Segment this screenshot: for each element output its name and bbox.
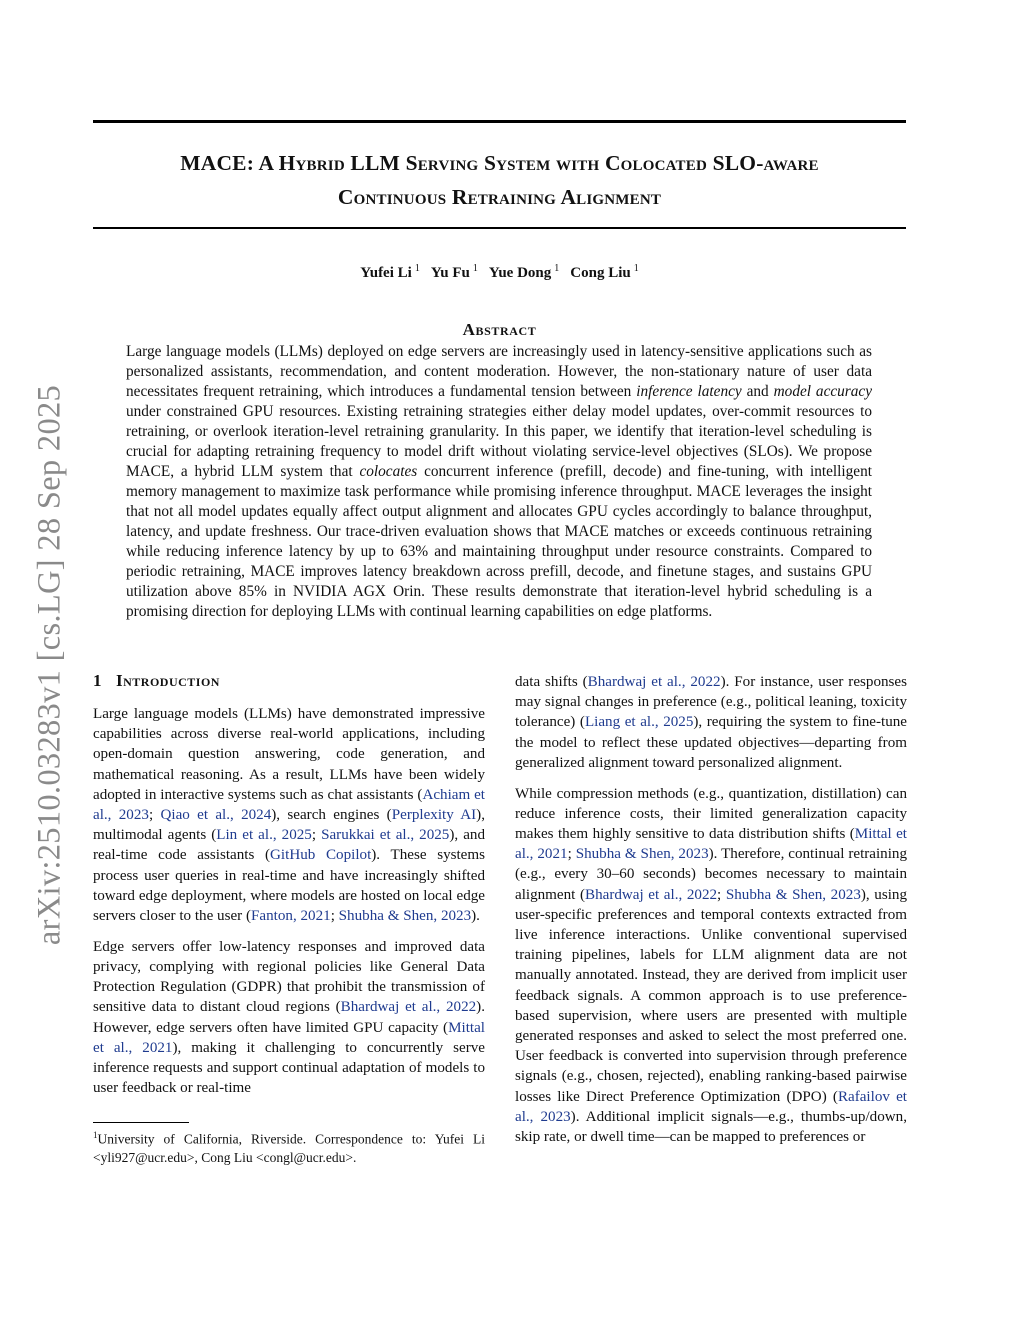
footnote-rule (93, 1122, 189, 1123)
citation-link[interactable]: Bhardwaj et al., 2022 (587, 674, 721, 690)
author-affiliation: 1 (472, 263, 478, 274)
body-text: ), multimodal agents ( (93, 807, 485, 844)
body-text: ). Additional implicit signals—e.g., thumbs-up/down, skip rate, or dwell time—can be mapped to preferences or (515, 1108, 907, 1145)
abstract-text: and (741, 383, 774, 400)
paragraph (515, 672, 907, 773)
body-text: ; (567, 846, 576, 863)
author (570, 263, 638, 282)
body-text: ), and real-time code assistants ( (93, 827, 485, 864)
abstract-heading: Abstract (462, 320, 537, 339)
paragraph (93, 937, 485, 1099)
author (489, 263, 559, 282)
abstract-emphasis: inference latency (636, 383, 742, 400)
abstract-text: under constrained GPU resources. Existing retraining strategies either delay model updates, over-commit resources to retraining, or overlook iteration-level retraining granularity. In this paper, we identify that iteration-level scheduling is crucial for adapting retraining frequency to model drift without violating service-level objectives (SLOs). We propose MACE, a hybrid LLM system that (126, 403, 872, 480)
abstract-emphasis: model accuracy (773, 383, 872, 400)
abstract-body (126, 342, 872, 622)
body-text: ; (148, 807, 161, 824)
body-text: ), using user-specific preferences and temporal contexts extracted from live inference interactions. Unlike conventional supervised training pipelines, labels for LLM alignment data are not manually annotated. Instead, they are derived from implicit user feedback signals. A common approach is to use preference-based supervision, where users are presented with multiple generated responses and asked to select the most preferred one. User feedback is converted into supervision through preference signals (e.g., chosen, rejected), enabling ranking-based pairwise losses like Direct Preference Optimization (DPO) ( (515, 886, 907, 1105)
footnote-mark: 1 (93, 1130, 98, 1140)
paper-title-line-1: MACE: A Hybrid LLM Serving System with Colocated SLO-aware (180, 151, 819, 175)
footnote-text: University of California, Riverside. Correspondence to: Yufei Li <yli927@ucr.edu>, Cong Liu <congl@ucr.edu>. (93, 1131, 485, 1165)
body-text: ; (717, 886, 726, 903)
citation-link[interactable]: Qiao et al., 2024 (160, 807, 272, 824)
author-name: Yue Dong (488, 265, 552, 281)
affiliation-footnote (93, 1126, 485, 1167)
paragraph (93, 704, 485, 926)
section-number: 1 (93, 671, 102, 690)
citation-link[interactable]: Shubha & Shen, 2023 (575, 846, 709, 863)
paper-title (93, 146, 906, 214)
citation-link[interactable]: GitHub Copilot (270, 847, 372, 864)
body-text: ), requiring the system to fine-tune the model to reflect these updated objectives—departing from generalized alignment toward personalized alignment. (515, 714, 907, 771)
author-name: Yu Fu (430, 265, 470, 281)
left-column (93, 704, 485, 1109)
body-text: ). (471, 908, 480, 925)
body-text: ). For instance, user responses may signal changes in preference (e.g., political leaning, toxicity tolerance) ( (515, 674, 907, 731)
citation-link[interactable]: Bhardwaj et al., 2022 (340, 999, 477, 1016)
body-text: Edge servers offer low-latency responses and improved data privacy, complying with regional policies like General Data Protection Regulation (GDPR) that prohibit the transmission of sensitive data to distant cloud regions ( (93, 938, 485, 1016)
arxiv-identifier: arXiv:2510.03283v1 [cs.LG] 28 Sep 2025 (31, 384, 68, 946)
citation-link[interactable]: Perplexity AI (391, 807, 477, 824)
section-heading-introduction (93, 671, 220, 691)
body-text: ). Therefore, continual retraining (e.g., every 30–60 seconds) becomes necessary to maintain alignment ( (515, 846, 908, 903)
paragraph (515, 784, 907, 1148)
author (431, 263, 478, 282)
paper-title-line-2: Continuous Retraining Alignment (337, 185, 662, 209)
body-text: ; (330, 908, 339, 925)
body-text: ). However, edge servers often have limited GPU capacity ( (93, 999, 485, 1036)
citation-link[interactable]: Rafailov et al., 2023 (515, 1088, 907, 1125)
author-affiliation: 1 (554, 263, 560, 274)
citation-link[interactable]: Achiam et al., 2023 (93, 786, 485, 824)
author-affiliation: 1 (414, 263, 420, 274)
abstract-emphasis: colocates (359, 463, 418, 480)
body-text: ; (311, 827, 322, 844)
citation-link[interactable]: Mittal et al., 2021 (515, 825, 907, 863)
abstract-text: concurrent inference (prefill, decode) and fine-tuning, with intelligent memory management to maximize task performance while promising inference throughput. MACE leverages the insight that not all model updates equally affect output alignment and allocates GPU cycles accordingly to balance throughput, latency, and update freshness. Our trace-driven evaluation shows that MACE matches or exceeds continuous retraining while reducing inference latency by up to 63% and maintaining throughput under resource constraints. Compared to periodic retraining, MACE improves latency breakdown across prefill, decode, and finetune stages, and sustains GPU utilization above 85% in NVIDIA AGX Orin. These results demonstrate that iteration-level hybrid scheduling is a promising direction for deploying LLMs with continual learning capabilities on edge platforms. (126, 463, 872, 620)
citation-link[interactable]: Sarukkai et al., 2025 (321, 827, 450, 844)
abstract-text: Large language models (LLMs) deployed on edge servers are increasingly used in latency-sensitive applications such as personalized assistants, recommendation, and content moderation. However, the non-stationary nature of user data necessitates frequent retraining, which introduces a fundamental tension between (126, 343, 872, 400)
body-text: data shifts ( (515, 674, 588, 690)
citation-link[interactable]: Mittal et al., 2021 (93, 1019, 485, 1056)
body-text: ), making it challenging to concurrently serve inference requests and support continual adaptation of models to user feedback or real-time (93, 1039, 486, 1097)
author-affiliation: 1 (633, 263, 639, 274)
section-title: Introduction (116, 671, 220, 690)
title-top-rule (93, 120, 906, 123)
citation-link[interactable]: Shubha & Shen, 2023 (338, 908, 472, 925)
author-name: Cong Liu (570, 265, 631, 281)
citation-link[interactable]: Fanton, 2021 (251, 908, 331, 925)
citation-link[interactable]: Shubha & Shen, 2023 (725, 886, 861, 903)
citation-link[interactable]: Lin et al., 2025 (216, 827, 312, 844)
body-text: ). These systems process user queries in real-time and have increasingly shifted toward edge deployment, where models are hosted on local edge servers closer to the user ( (93, 847, 485, 925)
right-column (515, 672, 907, 1158)
author (360, 263, 420, 282)
author-name: Yufei Li (360, 265, 412, 281)
author-list (93, 263, 906, 282)
title-bottom-rule (93, 227, 906, 229)
body-text: ), search engines ( (271, 807, 392, 824)
citation-link[interactable]: Liang et al., 2025 (584, 714, 694, 731)
citation-link[interactable]: Bhardwaj et al., 2022 (585, 886, 718, 903)
body-text: While compression methods (e.g., quantization, distillation) can reduce inference costs, their limited generalization capacity makes them highly sensitive to data distribution shifts ( (515, 785, 907, 842)
body-text: Large language models (LLMs) have demonstrated impressive capabilities across diverse real-world applications, including open-domain question answering, code generation, and mathematical reasoning. As a result, LLMs have been widely adopted in interactive systems such as chat assistants ( (93, 706, 485, 803)
